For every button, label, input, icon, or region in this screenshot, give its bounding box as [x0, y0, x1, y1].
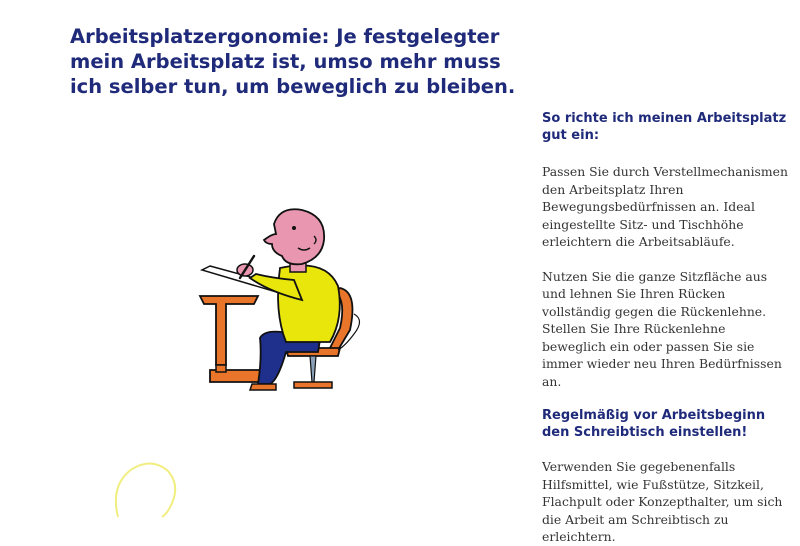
desk-worker-illustration	[190, 200, 380, 400]
sidebar-heading-setup: So richte ich meinen Arbeitsplatz gut ein:	[542, 111, 787, 143]
sidebar-heading-reminder: Regelmäßig vor Arbeitsbeginn den Schreibtisch einstellen!	[542, 408, 766, 440]
sidebar-paragraph: Passen Sie durch Verstellmechanismen den Arbeitsplatz Ihren Bewegungsbedürfnissen an. Ideal eingestellte Sitz- und Tischhöhe erleichtern die Arbeitsabläufe.	[542, 164, 788, 249]
sidebar-paragraph: Verwenden Sie gegebenenfalls Hilfsmittel, wie Fußstütze, Sitzkeil, Flachpult oder Konzepthalter, um sich die Arbeit am Schreibtisch zu erleichtern.	[542, 459, 783, 544]
tips-sidebar	[542, 110, 792, 546]
sidebar-paragraph: Nutzen Sie die ganze Sitzfläche aus und lehnen Sie Ihren Rücken vollständig gegen die Rückenlehne. Stellen Sie Ihre Rückenlehne beweglich ein oder passen Sie sie immer wieder neu Ihren Bedürfnissen an.	[542, 268, 782, 389]
decorative-circle-outline	[110, 455, 180, 519]
page-headline: Arbeitsplatzergonomie: Je festgelegter mein Arbeitsplatz ist, umso mehr muss ich selber tun, um beweglich zu bleiben.	[70, 25, 516, 98]
